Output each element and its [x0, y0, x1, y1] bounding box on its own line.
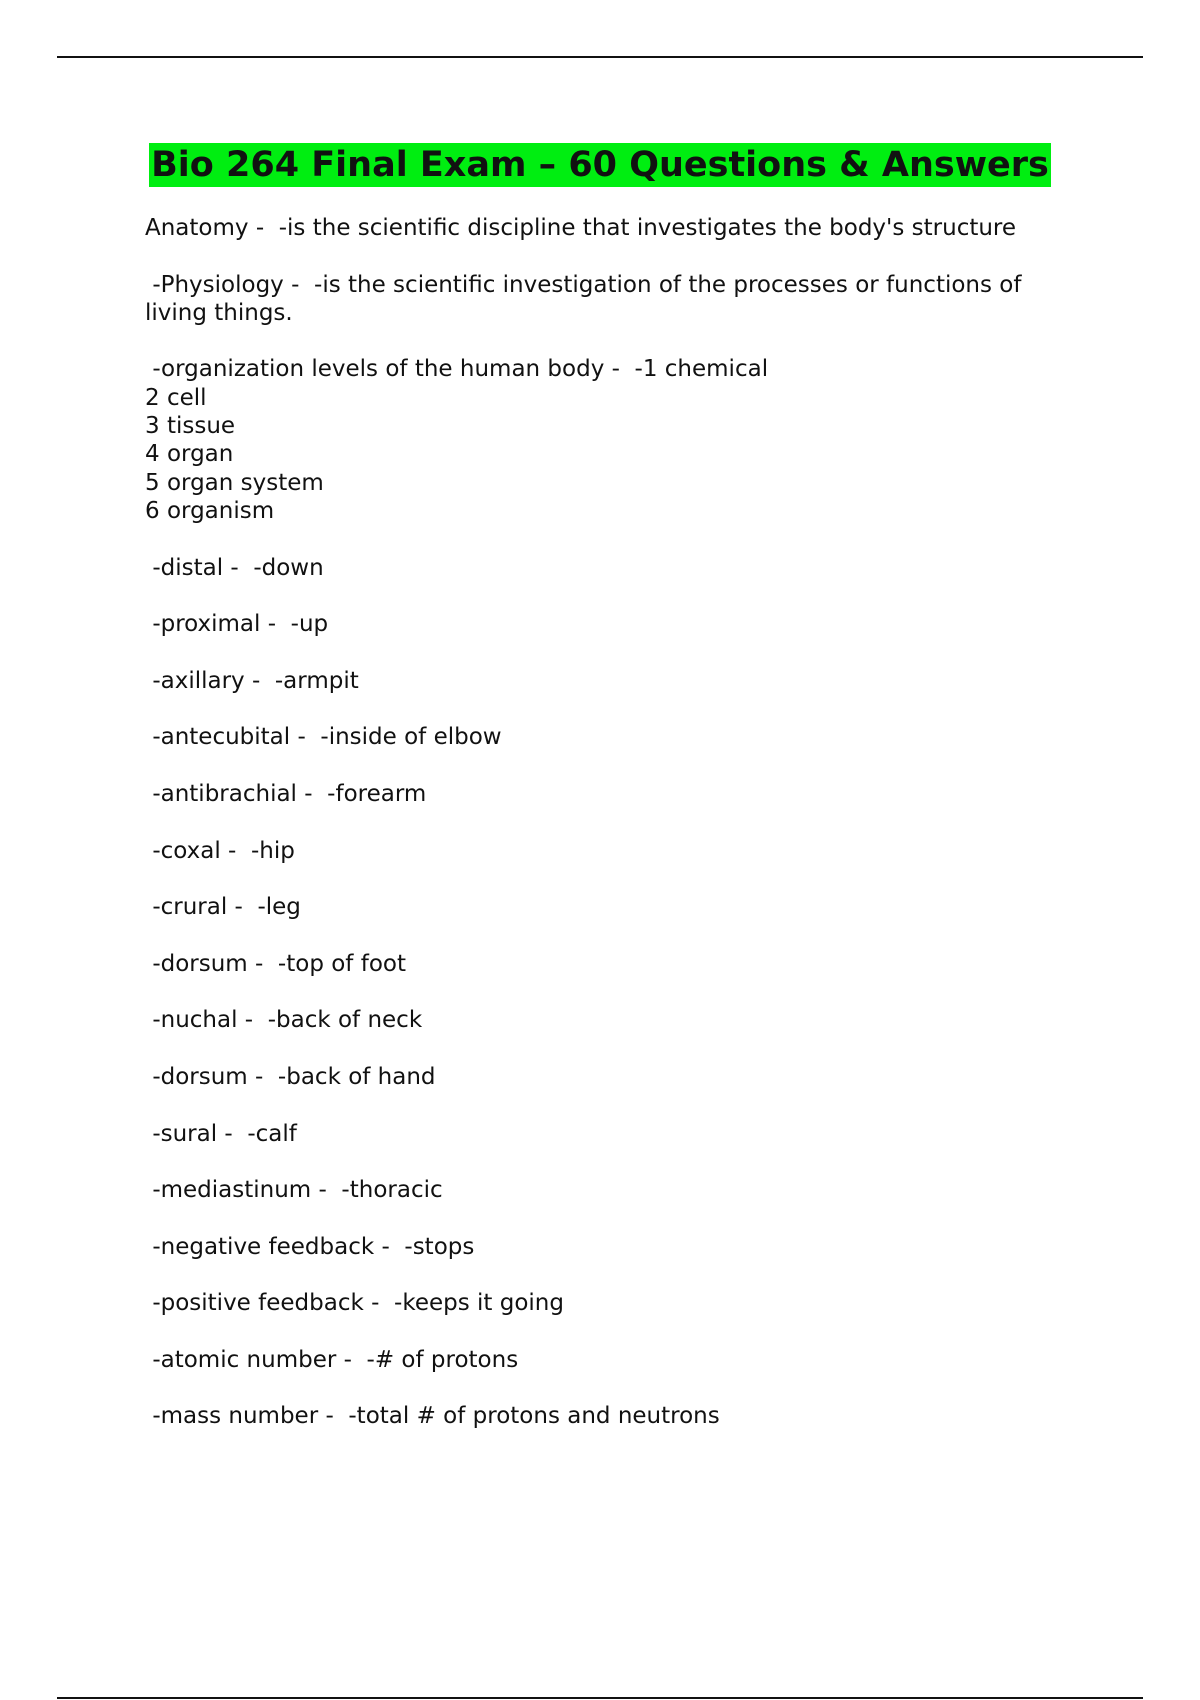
qa-entry-line: -sural - -calf: [145, 1120, 297, 1147]
qa-entry-line: -distal - -down: [145, 554, 324, 581]
qa-entry-line: -proximal - -up: [145, 611, 329, 638]
qa-entry: [145, 214, 1085, 242]
qa-entry-line: 3 tissue: [145, 413, 236, 440]
qa-entry-line: -negative feedback - -stops: [145, 1233, 475, 1260]
qa-entry: [145, 837, 1085, 865]
qa-entry: [145, 893, 1085, 921]
qa-entry: [145, 1233, 1085, 1261]
qa-entry: [145, 1289, 1085, 1317]
qa-entry: [145, 610, 1085, 638]
qa-entry-line: 2 cell: [145, 384, 207, 411]
qa-entry-line: 4 organ: [145, 441, 234, 468]
qa-entry: [145, 950, 1085, 978]
qa-entry-line: 5 organ system: [145, 469, 324, 496]
qa-entry-line: -dorsum - -top of foot: [145, 950, 406, 977]
qa-entry: [145, 355, 1085, 525]
qa-entry-line: -dorsum - -back of hand: [145, 1063, 436, 1090]
qa-entry-line: -nuchal - -back of neck: [145, 1007, 423, 1034]
qa-entry: [145, 1006, 1085, 1034]
qa-entry: [145, 667, 1085, 695]
qa-entry-line: 6 organism: [145, 497, 275, 524]
qa-entry: [145, 271, 1085, 328]
qa-entry: [145, 1063, 1085, 1091]
qa-entry-line: -atomic number - -# of protons: [145, 1346, 519, 1373]
qa-entry: [145, 554, 1085, 582]
qa-entry: [145, 723, 1085, 751]
qa-entry: [145, 780, 1085, 808]
qa-entry-line: Anatomy - -is the scientific discipline that investigates the body's structure: [145, 215, 1017, 241]
qa-entry: [145, 1402, 1085, 1430]
qa-entry: [145, 1346, 1085, 1374]
qa-entry-line: -axillary - -armpit: [145, 667, 359, 694]
document-title: Bio 264 Final Exam – 60 Questions & Answers: [151, 145, 1049, 185]
qa-entry-line: -antibrachial - -forearm: [145, 780, 427, 807]
qa-entry-line: -Physiology - -is the scientific investigation of the processes or functions of: [145, 271, 1022, 298]
qa-entry-line: -organization levels of the human body - -1 chemical: [145, 356, 769, 383]
qa-entry-line: -mass number - -total # of protons and neutrons: [145, 1403, 720, 1430]
qa-entry-line: living things.: [145, 299, 293, 326]
qa-entry-line: -mediastinum - -thoracic: [145, 1177, 443, 1204]
qa-entry-line: -crural - -leg: [145, 894, 301, 921]
title-container: [0, 143, 1200, 187]
qa-list: [145, 214, 1085, 1459]
header-rule: [57, 56, 1143, 58]
qa-entry: [145, 1176, 1085, 1204]
qa-entry: [145, 1120, 1085, 1148]
qa-entry-line: -antecubital - -inside of elbow: [145, 724, 502, 751]
footer-rule: [57, 1697, 1143, 1699]
qa-entry-line: -positive feedback - -keeps it going: [145, 1290, 564, 1317]
qa-entry-line: -coxal - -hip: [145, 837, 295, 864]
